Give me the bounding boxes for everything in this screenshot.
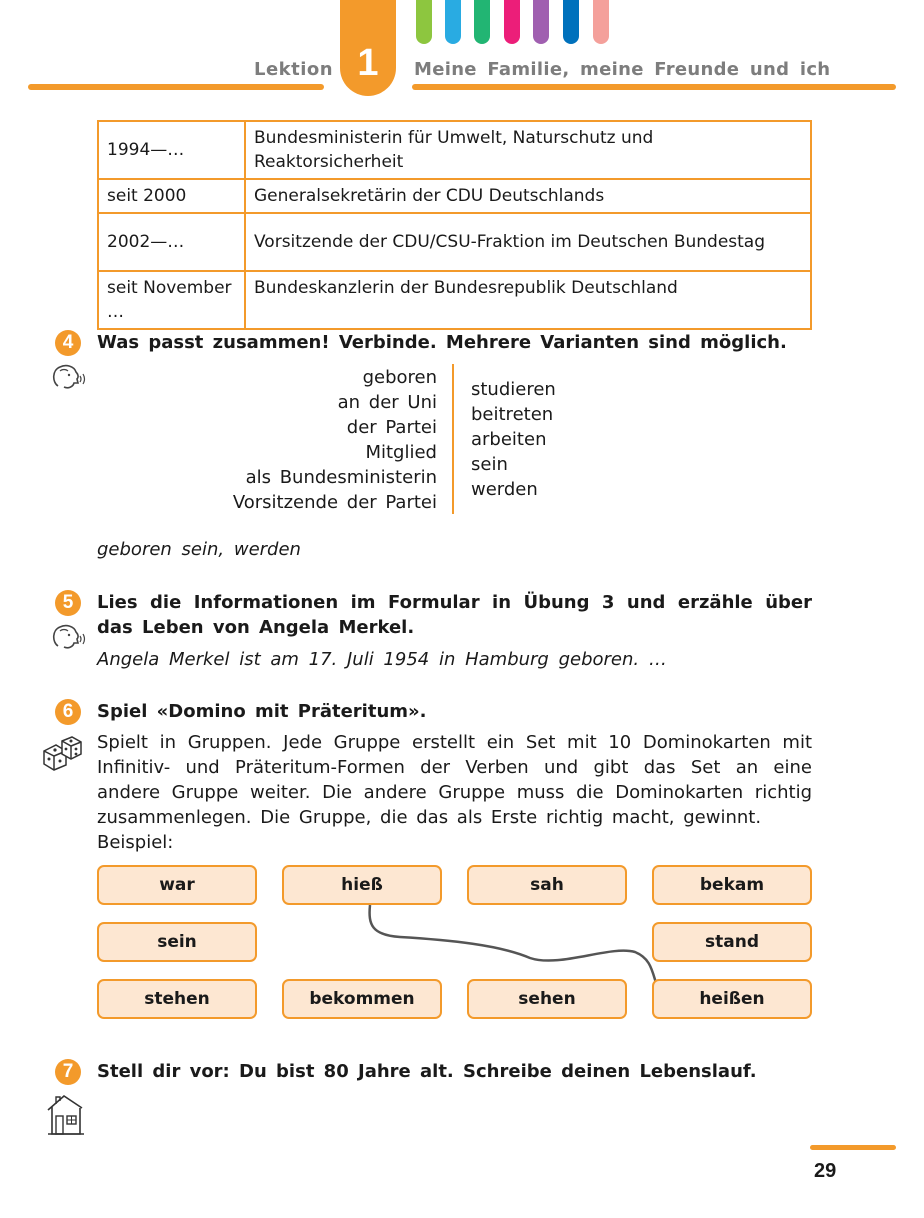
table-cell-date: 1994—… xyxy=(98,121,245,179)
exercise-4-instruction: Was passt zusammen! Verbinde. Mehrere Varianten sind möglich. xyxy=(97,332,787,353)
list-item: sein xyxy=(471,454,508,475)
exercise-5-example: Angela Merkel ist am 17. Juli 1954 in Hamburg geboren. … xyxy=(97,649,667,670)
table-cell-role: Bundeskanzlerin der Bundesrepublik Deutschland xyxy=(245,271,811,329)
domino-card-sah: sah xyxy=(467,865,627,905)
exercise-number-7: 7 xyxy=(55,1059,81,1085)
list-item: studieren xyxy=(471,379,556,400)
list-item: beitreten xyxy=(471,404,554,425)
chapter-title: Meine Familie, meine Freunde und ich xyxy=(414,59,831,80)
exercise-number-5: 5 xyxy=(55,590,81,616)
list-item: werden xyxy=(471,479,538,500)
domino-card-bekam: bekam xyxy=(652,865,812,905)
domino-card-bekommen: bekommen xyxy=(282,979,442,1019)
list-item: der Partei xyxy=(346,417,437,438)
domino-card-sein: sein xyxy=(97,922,257,962)
table-cell-date: 2002—… xyxy=(98,213,245,271)
exercise-number-6: 6 xyxy=(55,699,81,725)
page-number: 29 xyxy=(814,1160,837,1182)
domino-card-stehen: stehen xyxy=(97,979,257,1019)
list-item: als Bundesministerin xyxy=(245,467,437,488)
list-item: arbeiten xyxy=(471,429,547,450)
list-item: geboren xyxy=(362,367,437,388)
domino-card-hiess: hieß xyxy=(282,865,442,905)
exercise-7-instruction: Stell dir vor: Du bist 80 Jahre alt. Schreibe deinen Lebenslauf. xyxy=(97,1061,757,1082)
domino-card-war: war xyxy=(97,865,257,905)
list-item: an der Uni xyxy=(337,392,437,413)
exercise-number-4: 4 xyxy=(55,330,81,356)
table-cell-role: Generalsekretärin der CDU Deutschlands xyxy=(245,179,811,213)
domino-card-sehen: sehen xyxy=(467,979,627,1019)
lektion-number: 1 xyxy=(357,42,379,84)
list-item: Mitglied xyxy=(365,442,437,463)
table-cell-date: seit November … xyxy=(98,271,245,329)
table-cell-role: Vorsitzende der CDU/CSU-Fraktion im Deutschen Bundestag xyxy=(245,213,811,271)
domino-card-stand: stand xyxy=(652,922,812,962)
domino-card-heissen: heißen xyxy=(652,979,812,1019)
lektion-label: Lektion xyxy=(254,59,334,80)
exercise-6-text: Spielt in Gruppen. Jede Gruppe erstellt ein Set mit 10 Dominokarten mit Infinitiv- und Präteritum-Formen der Verben und gibt das Set an eine andere Gruppe weiter. Die andere Gruppe muss die Dominokarten richtig zusammenlegen. Die Gruppe, die das als Erste richtig macht, gewinnt. xyxy=(97,732,812,828)
list-item: Vorsitzende der Partei xyxy=(232,492,437,513)
table-cell-role: Bundesministerin für Umwelt, Naturschutz und Reaktorsicherheit xyxy=(245,121,811,179)
exercise-5-instruction: Lies die Informationen im Formular in Übung 3 und erzähle über das Leben von Angela Merkel. xyxy=(97,592,812,638)
exercise-6-title: Spiel «Domino mit Präteritum». xyxy=(97,701,427,722)
exercise-4-example: geboren sein, werden xyxy=(97,539,301,560)
table-cell-date: seit 2000 xyxy=(98,179,245,213)
exercise-6-example-label: Beispiel: xyxy=(97,832,174,853)
house-icon xyxy=(44,1092,86,1136)
footer-rule xyxy=(810,1145,896,1150)
